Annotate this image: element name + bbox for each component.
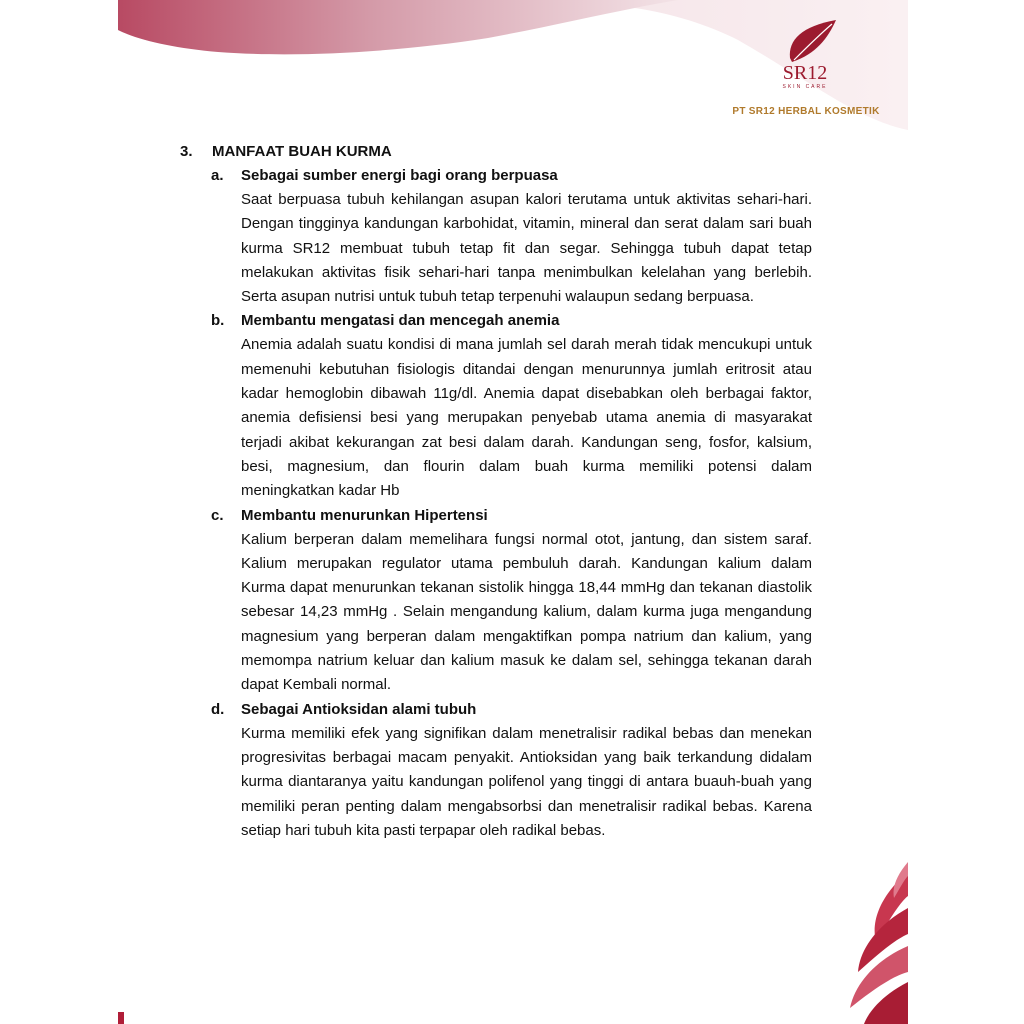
section-heading bbox=[180, 140, 820, 164]
item-letter: a. bbox=[211, 167, 224, 184]
list-item-d bbox=[211, 698, 820, 843]
logo-text: SR12 bbox=[782, 62, 828, 84]
item-heading bbox=[211, 164, 820, 188]
document-content bbox=[180, 140, 820, 843]
item-paragraph: Kalium berperan dalam memelihara fungsi normal otot, jantung, dan sistem saraf. Kalium merupakan regulator utama pembuluh darah. Kandungan kalium dalam Kurma dapat menurunkan tekanan sistolik hingga 18,44 mmHg dan tekanan diastolik sebesar 14,23 mmHg . Selain mengandung kalium, dalam kurma juga mengandung magnesium yang berperan dalam mengaktifkan pompa natrium dan kalium, yang memompa natrium keluar dan kalium masuk ke dalam sel, sehingga tekanan darah dapat Kembali normal. bbox=[241, 530, 812, 694]
item-title: Sebagai Antioksidan alami tubuh bbox=[241, 700, 477, 718]
leaf-decoration-icon bbox=[836, 862, 908, 1024]
item-heading bbox=[211, 698, 820, 722]
section-title: MANFAAT BUAH KURMA bbox=[212, 143, 392, 160]
company-name: PT SR12 HERBAL KOSMETIK bbox=[732, 106, 880, 117]
item-paragraph: Kurma memiliki efek yang signifikan dalam menetralisir radikal bebas dan menekan progresivitas berbagai macam penyakit. Antioksidan yang baik terkandung didalam kurma diantaranya yaitu kandungan polifenol yang tinggi di antara buauh-buah yang memiliki peran penting dalam mengabsorbsi dan menetralisir radikal bebas. Karena setiap hari tubuh kita pasti terpapar oleh radikal bebas. bbox=[241, 724, 812, 839]
list-item-a bbox=[211, 164, 820, 309]
section-number: 3. bbox=[180, 143, 193, 160]
item-title: Sebagai sumber energi bagi orang berpuasa bbox=[241, 167, 558, 184]
item-letter: d. bbox=[211, 700, 225, 718]
item-letter: b. bbox=[211, 312, 225, 330]
item-heading bbox=[211, 504, 820, 528]
item-title: Membantu mengatasi dan mencegah anemia bbox=[241, 312, 560, 330]
page-edge-mark bbox=[118, 1012, 124, 1024]
item-heading bbox=[211, 309, 820, 333]
item-title: Membantu menurunkan Hipertensi bbox=[241, 506, 488, 524]
item-letter: c. bbox=[211, 506, 224, 524]
logo-subtext: SKIN CARE bbox=[782, 84, 828, 90]
list-item-c bbox=[211, 504, 820, 698]
item-paragraph: Anemia adalah suatu kondisi di mana jumlah sel darah merah tidak mencukupi untuk memenuhi kebutuhan fisiologis ditandai dengan menurunnya jumlah eritrosit atau kadar hemoglobin dibawah 11g/dl. Anemia dapat disebabkan oleh berbagai faktor, anemia defisiensi besi yang merupakan penyebab utama anemia di masyarakat terjadi akibat kekurangan zat besi dalam darah. Kandungan seng, fosfor, kalsium, besi, magnesium, dan flourin dalam buah kurma memiliki potensi dalam meningkatkan kadar Hb bbox=[241, 336, 812, 500]
list-item-b bbox=[211, 309, 820, 503]
item-paragraph: Saat berpuasa tubuh kehilangan asupan kalori terutama untuk aktivitas sehari-hari. Dengan tingginya kandungan karbohidat, vitamin, mineral dan serat dalam sari buah kurma SR12 membuat tubuh tetap fit dan segar. Sehingga tubuh dapat tetap melakukan aktivitas fisik sehari-hari tanpa menimbulkan kelelahan yang berlebih. Serta asupan nutrisi untuk tubuh tetap terpenuhi walaupun sedang berpuasa. bbox=[241, 191, 812, 306]
